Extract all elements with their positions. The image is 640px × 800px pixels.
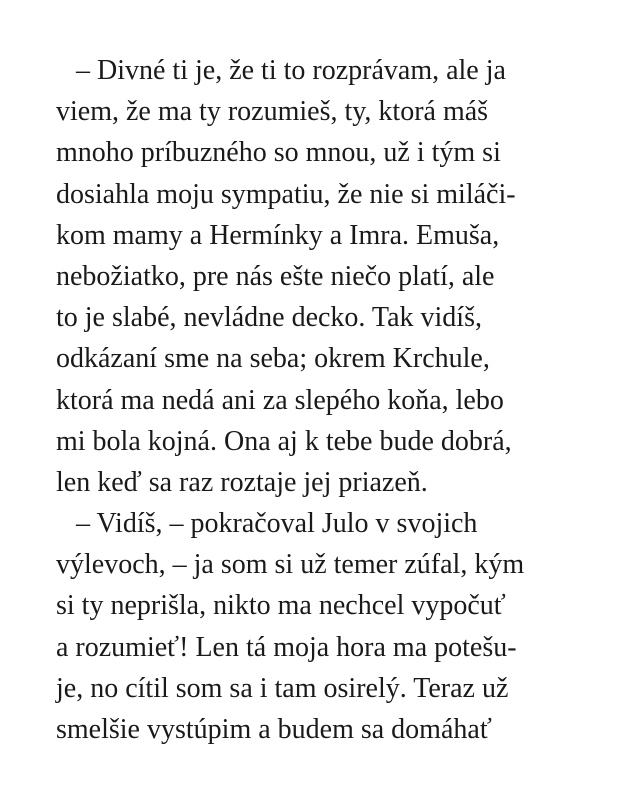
text-line: si ty neprišla, nikto ma nechcel vypočuť (56, 590, 506, 622)
text-line: smelšie vystúpim a budem sa domáhať (56, 714, 492, 745)
text-line: kom mamy a Hermínky a Imra. Emuša, (56, 219, 500, 251)
text-line: mi bola kojná. Ona aj k tebe bude dobrá, (56, 425, 512, 457)
text-line: to je slabé, nevládne decko. Tak vidíš, (56, 302, 482, 334)
text-line: viem, že ma ty rozumieš, ty, ktorá máš (56, 96, 489, 128)
text-line: je, no cítil som sa i tam osirelý. Teraz už (56, 672, 509, 704)
text-line: mnoho príbuzného so mnou, už i tým si (56, 137, 501, 169)
text-line: a rozumieť! Len tá moja hora ma potešu- (56, 631, 517, 663)
text-line: – Divné ti je, že ti to rozprávam, ale ja (76, 55, 506, 86)
text-line: odkázaní sme na seba; okrem Krchule, (56, 343, 490, 375)
text-line: ktorá ma nedá ani za slepého koňa, lebo (56, 384, 504, 416)
text-line: výlevoch, – ja som si už temer zúfal, kým (56, 549, 525, 581)
text-line: – Vidíš, – pokračoval Julo v svojich (76, 508, 478, 540)
body-text (56, 50, 596, 750)
text-line: dosiahla moju sympatiu, že nie si miláči- (56, 178, 516, 210)
text-line: nebožiatko, pre nás ešte niečo platí, ale (56, 260, 495, 292)
text-line: len keď sa raz roztaje jej priazeň. (56, 466, 428, 498)
